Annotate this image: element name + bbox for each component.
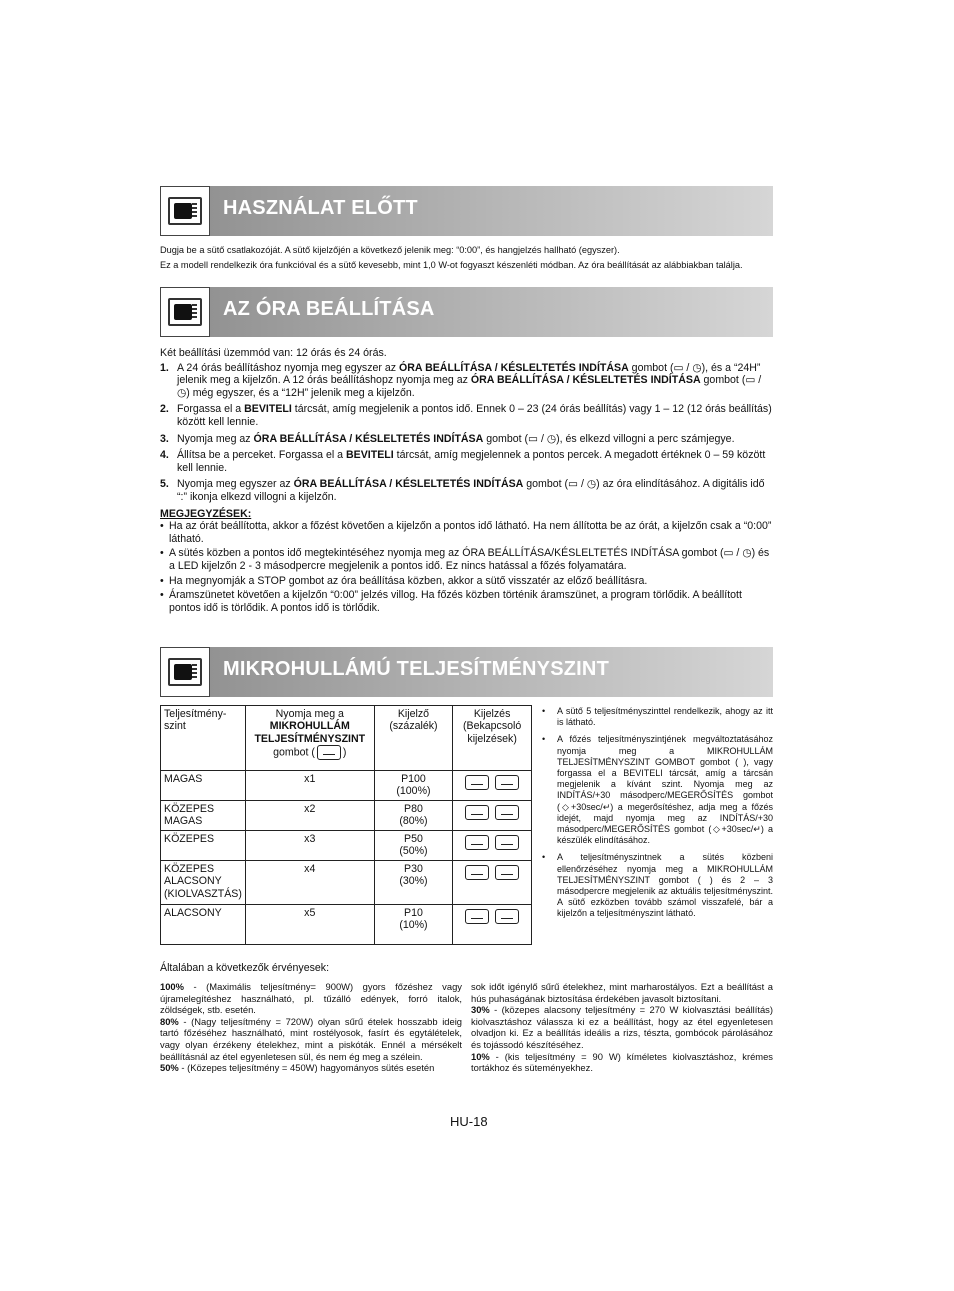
step-number: 4. (160, 449, 169, 462)
display-value: P100 (401, 773, 426, 785)
cell-level: MAGAS (161, 771, 246, 801)
desc-text: - (Maximális teljesítmény= 900W) gyors főzéshez vagy újramelegítéshez használható, pl. tűzálló edények, forró italok, zöldségek, stb. esetén. (160, 981, 462, 1016)
header-press (245, 706, 374, 771)
step-text: Forgassa el a (177, 403, 245, 416)
power-level-table (160, 705, 532, 945)
step-2 (160, 403, 773, 428)
step-text: gombot (▭ / ◷) még egyszer, és a “12H” jelenik meg a kijelzőn. (177, 374, 762, 399)
desc-paragraph (160, 1062, 462, 1074)
power-indicator-icon (495, 775, 519, 790)
step-4 (160, 449, 773, 474)
cell-indicator (453, 831, 532, 861)
cell-display (374, 771, 453, 801)
cell-press: x3 (245, 831, 374, 861)
table-header-row (161, 706, 532, 771)
table-row (161, 861, 532, 905)
header-press-text: gombot ( (273, 746, 315, 759)
intro-text (160, 245, 780, 271)
clock-button-name: ÓRA BEÁLLÍTÁSA / KÉSLELTETÉS INDÍTÁSA (253, 432, 484, 445)
cell-press: x4 (245, 861, 374, 905)
wave-indicator-icon (465, 835, 489, 850)
header-press-button: MIKROHULLÁM TELJESÍTMÉNYSZINT (254, 720, 366, 745)
cell-press: x1 (245, 771, 374, 801)
intro-line-2: Ez a modell rendelkezik óra funkcióval és a sütő kevesebb, mint 1,0 W-ot fogyaszt készenléti módban. Az óra beállítását az alábbiakban találja. (160, 259, 743, 270)
power-note-item: • A főzés teljesítményszintjének megváltoztatásához nyomja meg a MIKROHULLÁM TELJESÍTMÉNYSZINT GOMBOT gombot ( ), vagy forgassa el a BEVITELI tárcsát, amíg a tárcsán megjelenik a kívánt szint. Nyomja meg az INDÍTÁS/+30 másodperc/MEGERŐSÍTÉS gombot (◇+30sec/↵) a megerősítéshez, adja meg a főzés idejét, majd nyomja meg az INDÍTÁS/+30 másodperc/MEGERŐSÍTÉS gombot (◇+30sec/↵) a készülék elindításához. (540, 734, 773, 846)
display-percent: (30%) (399, 875, 428, 888)
microwave-icon (160, 186, 210, 236)
table-row (161, 771, 532, 801)
header-press-gombot (249, 745, 371, 760)
display-value: P50 (404, 833, 423, 845)
step-text: tárcsát, amíg megjelennek a pontos percek. A megadott értéknek 0 – 59 között kell lennie. (177, 449, 766, 474)
step-number: 3. (160, 432, 169, 445)
desc-key: 100% (160, 981, 184, 992)
power-indicator-icon (495, 835, 519, 850)
desc-text: - (Nagy teljesítmény = 720W) olyan sűrű ételek hosszabb ideig tartó főzéséhez használható, mint rostélyosok, fasírt és egytálételek, vagy olyan érzékeny ételekhez, mint a piskóták. Ennél a mérsékelt beállításnál az étel egyenletesen sül, és nem ég meg a szélein. (160, 1015, 462, 1062)
display-percent: (10%) (399, 919, 428, 932)
cell-display (374, 831, 453, 861)
desc-paragraph (471, 981, 773, 1004)
desc-text: - (kis teljesítmény = 90 W) kíméletes kiolvasztáshoz, krémes tortákhoz és süteményekhez. (471, 1050, 773, 1074)
desc-key: 80% (160, 1015, 179, 1027)
step-1 (160, 362, 773, 400)
cell-display (374, 861, 453, 905)
step-5 (160, 478, 773, 503)
header-press-text: ) (342, 746, 347, 759)
wave-indicator-icon (465, 909, 489, 924)
note-item: • Ha az órát beállította, akkor a főzést követően a kijelzőn a pontos idő látható. Ha nem állította be az órát, a kijelzőn csak a “0:00” látható. (160, 520, 773, 545)
step-text: tárcsát, amíg megjelenik a pontos idő. Ennek 0 – 23 (24 órás beállítás) vagy 1 – 12 (12 órás beállítás) között kell lennie. (177, 403, 772, 428)
desc-paragraph (471, 1051, 773, 1074)
wave-indicator-icon (465, 775, 489, 790)
display-value: P30 (404, 863, 423, 875)
step-text: A 24 órás beállításhoz nyomja meg egyszer az (177, 361, 399, 374)
clock-lead: Két beállítási üzemmód van: 12 órás és 24 órás. (160, 347, 387, 359)
desc-text: sok időt igénylő sűrű ételekhez, mint marharostályos. Ezt a beállítást a hús puhaságának biztosítása érdekében javasolt biztosítani. (471, 981, 773, 1004)
section-title: MIKROHULLÁMÚ TELJESÍTMÉNYSZINT (223, 658, 609, 680)
table-row (161, 905, 532, 945)
power-notes-list (540, 706, 773, 920)
table-row (161, 801, 532, 831)
desc-key: 50% (160, 1062, 179, 1074)
microwave-icon (160, 287, 210, 337)
note-item: • Áramszünetet követően a kijelzőn “0:00” jelzés villog. Ha főzés közben történik áramszünet, a program törlődik. A beállított pontos idő is törlődik. A pontos idő is törlődik. (160, 589, 773, 614)
step-text: gombot (▭ / ◷), és a “24H” jelenik meg a kijelzőn. A 12 órás beállításhopz nyomja meg az (177, 361, 761, 387)
dial-name: BEVITELI (346, 449, 394, 462)
desc-paragraph (160, 1016, 462, 1062)
header-indicator: Kijelzés (Bekapcsoló kijelzések) (453, 706, 532, 771)
wave-indicator-icon (465, 865, 489, 880)
step-number: 1. (160, 361, 169, 374)
desc-key: 30% (471, 1004, 490, 1016)
cell-level: KÖZEPES (161, 831, 246, 861)
power-indicator-icon (495, 865, 519, 880)
display-percent: (100%) (396, 785, 431, 798)
display-value: P80 (404, 803, 423, 815)
step-text: gombot (▭ / ◷), és elkezd villogni a perc számjegye. (483, 432, 735, 445)
general-lead: Általában a következők érvényesek: (160, 962, 330, 974)
table-row (161, 831, 532, 861)
cell-press: x5 (245, 905, 374, 945)
cell-indicator (453, 905, 532, 945)
power-note-item: • A teljesítményszintnek a sütés közbeni ellenőrzéséhez nyomja meg a MIKROHULLÁM TELJESÍTMÉNYSZINT gombot ( ) és 2 – 3 másodpercre megjelenik az aktuális teljesítményszint. A sütő ezközben tovább számol visszafelé, bár a kijelzőn a teljesítményszint látható. (540, 852, 773, 919)
dial-name: BEVITELI (244, 403, 292, 416)
header-press-line: Nyomja meg a (275, 708, 344, 720)
notes-title: MEGJEGYZÉSEK: (160, 507, 252, 520)
note-item: • Ha megnyomják a STOP gombot az óra beállítása közben, akkor a sütő visszatér az előző beállításra. (160, 575, 773, 588)
section-title: HASZNÁLAT ELŐTT (223, 197, 418, 219)
step-text: gombot (▭ / ◷) az óra elindításához. A digitális idő “:” ikonja elkezd villogni a kijelzőn. (177, 478, 765, 503)
desc-key: 10% (471, 1050, 490, 1062)
cell-level: KÖZEPES ALACSONY (KIOLVASZTÁS) (161, 861, 246, 905)
step-3 (160, 433, 773, 446)
header-level: Teljesítmény-szint (161, 706, 246, 771)
power-button-icon (317, 745, 341, 760)
step-number: 2. (160, 403, 169, 416)
intro-line-1: Dugja be a sütő csatlakozóját. A sütő kijelzőjén a következő jelenik meg: “0:00”, és hangjelzés hallható (egyszer). (160, 245, 620, 255)
clock-steps (160, 362, 773, 504)
step-text: Nyomja meg az (177, 432, 254, 445)
wave-indicator-icon (465, 805, 489, 820)
cell-indicator (453, 861, 532, 905)
power-notes (540, 706, 773, 926)
display-value: P10 (404, 907, 423, 919)
clock-button-name: ÓRA BEÁLLÍTÁSA / KÉSLELTETÉS INDÍTÁSA (470, 374, 701, 387)
section-header-ora-beallitasa (160, 287, 773, 337)
cell-press: x2 (245, 801, 374, 831)
power-indicator-icon (495, 909, 519, 924)
desc-text: - (közepes alacsony teljesítmény = 270 W kiolvasztási beállítás) kiolvasztáshoz válassza ki ez a beállítást, hogy az étel egyenletesen olvadjon ki. Ez a beállítás ideális a rizs, tészta, gombócok párolásához és tojássodó készítéséhez. (471, 1004, 773, 1050)
cell-indicator (453, 771, 532, 801)
step-text: Állítsa be a perceket. Forgassa el a (177, 449, 346, 462)
microwave-icon (160, 647, 210, 697)
power-indicator-icon (495, 805, 519, 820)
desc-paragraph (471, 1004, 773, 1050)
desc-paragraph (160, 981, 462, 1016)
page-number: HU-18 (450, 1114, 488, 1129)
cell-level: KÖZEPES MAGAS (161, 801, 246, 831)
cell-display (374, 905, 453, 945)
power-desc-right (471, 981, 773, 1074)
desc-text: - (Közepes teljesítmény = 450W) hagyományos sütés esetén (178, 1062, 435, 1074)
notes-list (160, 520, 773, 614)
power-desc-left (160, 981, 462, 1074)
display-percent: (50%) (399, 845, 428, 858)
step-text: Nyomja meg egyszer az (177, 478, 294, 491)
cell-level: ALACSONY (161, 905, 246, 945)
step-number: 5. (160, 478, 169, 491)
cell-display (374, 801, 453, 831)
cell-indicator (453, 801, 532, 831)
clock-button-name: ÓRA BEÁLLÍTÁSA / KÉSLELTETÉS INDÍTÁSA (293, 478, 524, 491)
display-percent: (80%) (399, 815, 428, 828)
note-item: • A sütés közben a pontos idő megtekintéséhez nyomja meg az ÓRA BEÁLLÍTÁSA/KÉSLELTETÉS INDÍTÁSA gombot (▭ / ◷) és a LED kijelzőn 2 - 3 másodpercre megjelenik a pontos idő. Ez nincs hatással a főzés folyamatára. (160, 547, 773, 572)
section-header-teljesitmenyszint (160, 647, 773, 697)
clock-instructions (160, 347, 773, 616)
header-display: Kijelző (százalék) (374, 706, 453, 771)
power-note-item: • A sütő 5 teljesítményszinttel rendelkezik, ahogy az itt is látható. (540, 706, 773, 728)
section-header-hasznalat-elott (160, 186, 773, 236)
clock-button-name: ÓRA BEÁLLÍTÁSA / KÉSLELTETÉS INDÍTÁSA (399, 361, 629, 374)
section-title: AZ ÓRA BEÁLLÍTÁSA (223, 298, 435, 320)
